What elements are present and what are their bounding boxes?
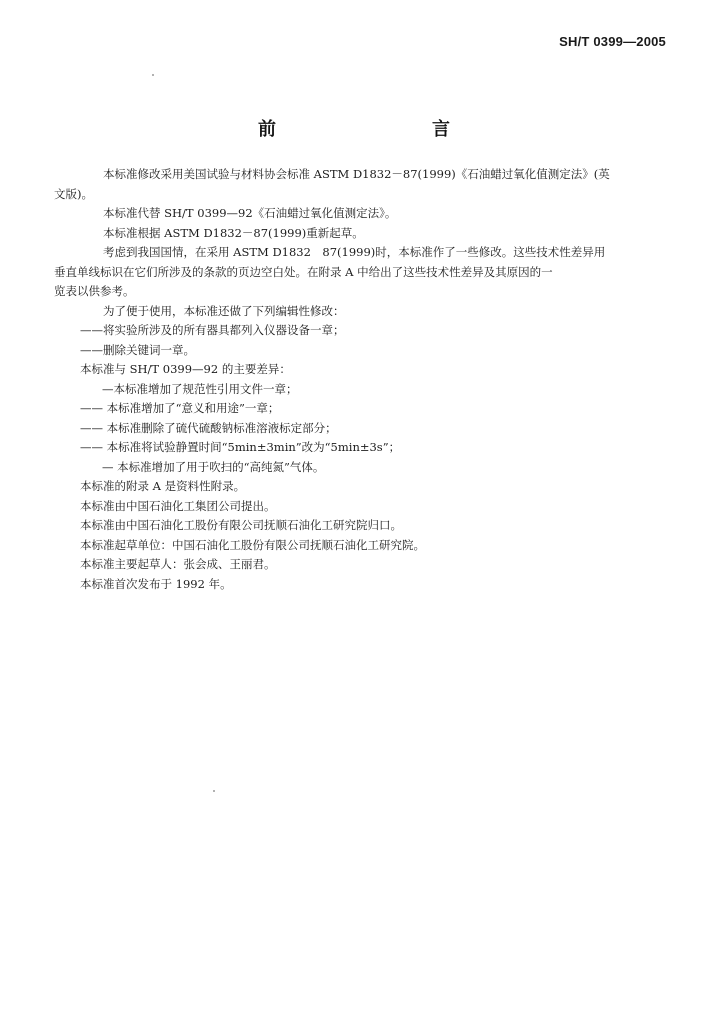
paragraph-redrafted: 本标准根据 ASTM D1832－87(1999)重新起草。: [103, 225, 364, 240]
list-item-difference-3: —— 本标准删除了硫代硫酸钠标准溶液标定部分；: [80, 420, 337, 435]
paragraph-editorial-intro: 为了便于使用，本标准还做了下列编辑性修改：: [103, 303, 345, 318]
paragraph-appendix-note: 本标准的附录 A 是资料性附录。: [80, 479, 246, 493]
paragraph-replaces: 本标准代替 SH/T 0399—92《石油蜡过氧化值测定法》。: [103, 206, 397, 220]
foreword-body: [54, 165, 668, 594]
paragraph-modifications-line2: 垂直单线标识在它们所涉及的条款的页边空白处。在附录 A 中给出了这些技术性差异及其原因的一: [54, 264, 553, 279]
paragraph-proposed-by: 本标准由中国石油化工集团公司提出。: [80, 498, 276, 513]
paragraph-differences-intro: 本标准与 SH/T 0399—92 的主要差异：: [80, 362, 291, 376]
page-title: 前 言: [258, 119, 490, 140]
list-item-difference-1: —本标准增加了规范性引用文件一章；: [102, 381, 298, 396]
paragraph-drafters: 本标准主要起草人：张会成、王丽君。: [80, 557, 276, 571]
list-item-difference-5: — 本标准增加了用于吹扫的“高纯氮”气体。: [102, 459, 325, 474]
list-item-difference-2: —— 本标准增加了“意义和用途”一章；: [80, 401, 280, 415]
paragraph-first-issue: 本标准首次发布于 1992 年。: [80, 576, 232, 591]
paragraph-modifications-line1: 考虑到我国国情，在采用 ASTM D1832 87(1999)时，本标准作了一些修改。这些技术性差异用: [103, 245, 606, 259]
paragraph-modifications-line3: 览表以供参考。: [54, 284, 135, 298]
paragraph-responsible-unit: 本标准由中国石油化工股份有限公司抚顺石油化工研究院归口。: [80, 518, 402, 532]
list-item-editorial-1: ——将实验所涉及的所有器具都列入仪器设备一章；: [80, 323, 345, 337]
list-item-difference-4: —— 本标准将试验静置时间“5min±3min”改为“5min±3s”；: [80, 440, 401, 454]
paragraph-adoption-line1: 本标准修改采用美国试验与材料协会标准 ASTM D1832－87(1999)《石油蜡过氧化值测定法》(英: [103, 167, 610, 181]
standard-code-header: SH/T 0399—2005: [559, 34, 666, 49]
paragraph-adoption-line2: 文版)。: [54, 186, 93, 201]
scan-speck: [152, 74, 154, 76]
paragraph-drafting-unit: 本标准起草单位：中国石油化工股份有限公司抚顺石油化工研究院。: [80, 537, 425, 552]
scan-speck: [213, 790, 215, 792]
list-item-editorial-2: ——删除关键词一章。: [80, 342, 195, 357]
